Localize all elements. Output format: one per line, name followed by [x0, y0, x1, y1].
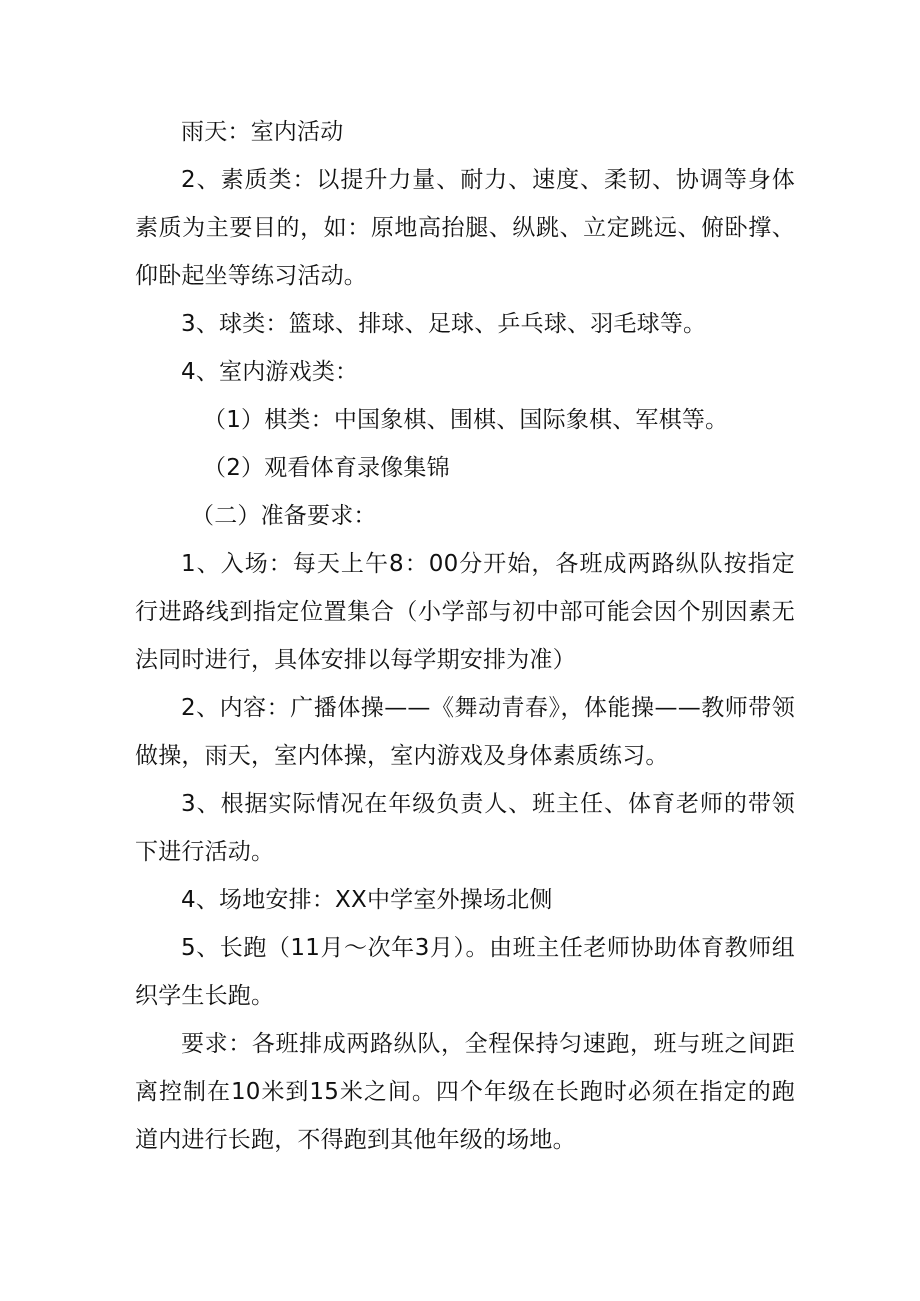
section-heading-preparation: （二）准备要求：	[191, 503, 377, 529]
paragraph-running: 5、长跑（11月〜次年3月）。由班主任老师协助体育教师组织学生长跑。	[135, 935, 795, 1009]
paragraph-requirement: 要求：各班排成两路纵队，全程保持匀速跑，班与班之间距离控制在10米到15米之间。四个年级在长跑时必须在指定的跑道内进行长跑，不得跑到其他年级的场地。	[135, 1031, 795, 1153]
paragraph-entry: 1、入场：每天上午8：00分开始，各班成两路纵队按指定行进路线到指定位置集合（小学部与初中部可能会因个别因素无法同时进行，具体安排以每学期安排为准）	[135, 551, 795, 673]
document-body	[135, 108, 795, 1164]
paragraph-fitness: 2、素质类：以提升力量、耐力、速度、柔韧、协调等身体素质为主要目的，如：原地高抬腿、纵跳、立定跳远、俯卧撑、仰卧起坐等练习活动。	[135, 167, 795, 289]
paragraph-indoor-games: 4、室内游戏类：	[181, 359, 359, 385]
paragraph-chess: （1）棋类：中国象棋、围棋、国际象棋、军棋等。	[203, 407, 729, 433]
paragraph-content: 2、内容：广播体操——《舞动青春》，体能操——教师带领做操，雨天，室内体操，室内游戏及身体素质练习。	[135, 695, 795, 769]
paragraph-venue: 4、场地安排：XX中学室外操场北侧	[181, 887, 553, 913]
paragraph-video: （2）观看体育录像集锦	[203, 455, 450, 481]
paragraph-rainy-day: 雨天：室内活动	[181, 119, 344, 145]
paragraph-balls: 3、球类：篮球、排球、足球、乒乓球、羽毛球等。	[181, 311, 707, 337]
paragraph-lead: 3、根据实际情况在年级负责人、班主任、体育老师的带领下进行活动。	[135, 791, 795, 865]
